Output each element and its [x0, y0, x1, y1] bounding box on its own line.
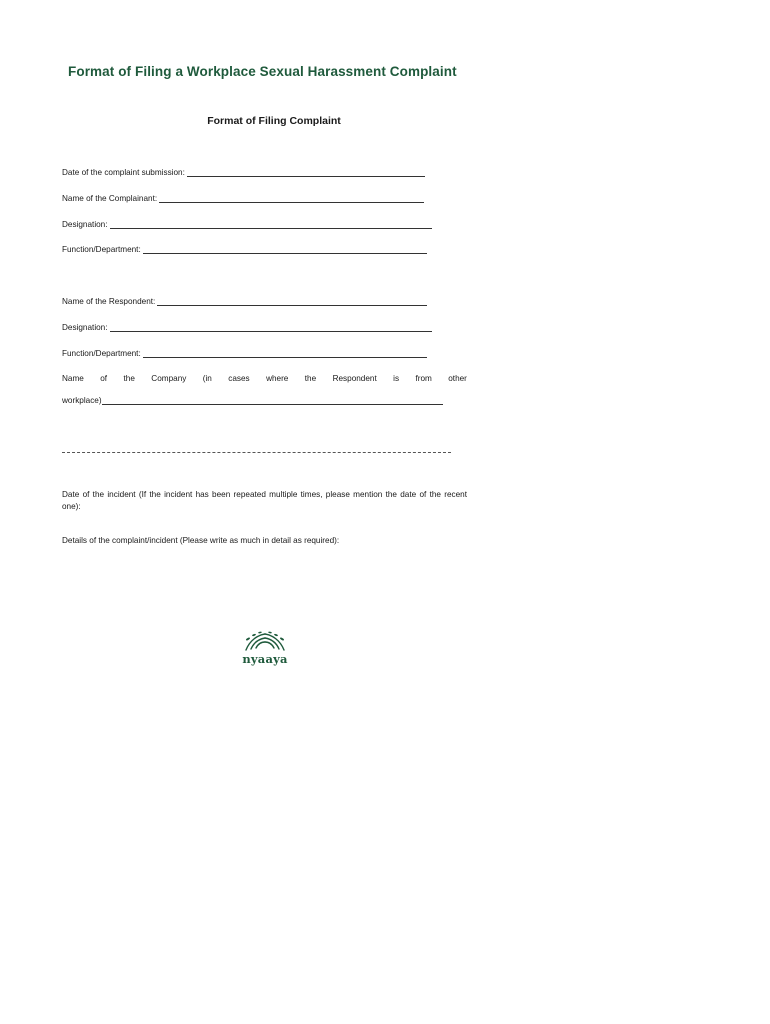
- complainant-function-field: [62, 245, 427, 254]
- form-heading: Format of Filing Complaint: [207, 115, 341, 127]
- company-word: is: [393, 374, 400, 383]
- nyaaya-leaf-icon: [242, 630, 288, 652]
- complainant-designation-blank[interactable]: [110, 221, 432, 229]
- complaint-date-blank[interactable]: [187, 169, 425, 177]
- company-word: where: [266, 374, 289, 383]
- company-word: Respondent: [332, 374, 377, 383]
- company-word: (in: [202, 374, 212, 383]
- respondent-designation-label: Designation:: [62, 323, 108, 332]
- complainant-function-blank[interactable]: [143, 246, 427, 254]
- incident-details-text: Details of the complaint/incident (Please write as much in detail as required):: [62, 536, 340, 545]
- company-name-line: [62, 374, 467, 383]
- company-continuation-label: workplace): [62, 396, 102, 405]
- company-word: the: [304, 374, 317, 383]
- respondent-designation-blank[interactable]: [110, 324, 432, 332]
- company-word: Company: [151, 374, 187, 383]
- complainant-name-label: Name of the Complainant:: [62, 194, 158, 203]
- section-divider: [62, 452, 451, 453]
- company-word: from: [415, 374, 432, 383]
- document-title: Format of Filing a Workplace Sexual Harassment Complaint: [68, 64, 457, 79]
- respondent-function-field: [62, 349, 427, 358]
- nyaaya-logo: [239, 630, 291, 670]
- complainant-designation-field: [62, 220, 432, 229]
- complainant-name-blank[interactable]: [159, 195, 424, 203]
- company-word: Name: [62, 374, 84, 383]
- company-word: the: [123, 374, 135, 383]
- complainant-designation-label: Designation:: [62, 220, 108, 229]
- company-word: of: [100, 374, 108, 383]
- respondent-designation-field: [62, 323, 432, 332]
- respondent-name-field: [62, 297, 427, 306]
- respondent-function-label: Function/Department:: [62, 349, 141, 358]
- company-word: cases: [228, 374, 250, 383]
- incident-date-text: Date of the incident (If the incident has been repeated multiple times, please mention the date of the recent one):: [62, 490, 467, 511]
- company-name-blank[interactable]: [102, 397, 443, 405]
- respondent-name-blank[interactable]: [157, 298, 427, 306]
- company-name-continuation: [62, 396, 443, 405]
- company-word: other: [448, 374, 467, 383]
- complaint-date-field: [62, 168, 425, 177]
- respondent-function-blank[interactable]: [143, 350, 427, 358]
- complaint-date-label: Date of the complaint submission:: [62, 168, 185, 177]
- complainant-function-label: Function/Department:: [62, 245, 141, 254]
- complainant-name-field: [62, 194, 424, 203]
- logo-wordmark: nyaaya: [242, 652, 288, 666]
- respondent-name-label: Name of the Respondent:: [62, 297, 156, 306]
